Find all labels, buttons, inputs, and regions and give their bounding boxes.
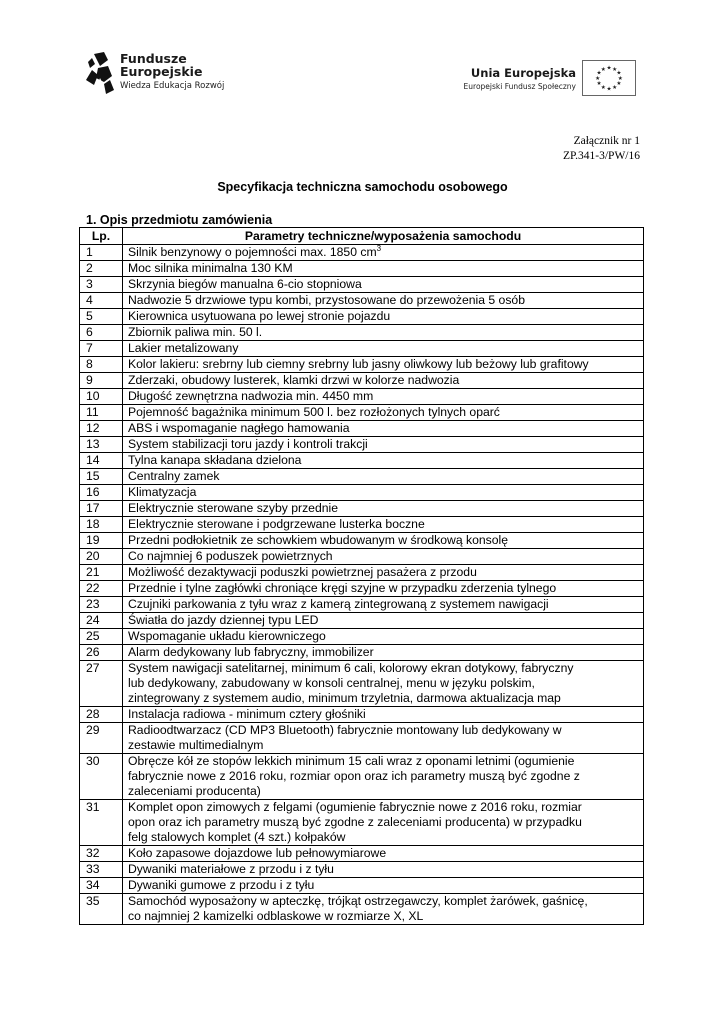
row-description [123, 800, 644, 846]
row-description [123, 501, 644, 517]
description-text: Alarm dedykowany lub fabryczny, immobilizer [128, 645, 374, 659]
row-description [123, 341, 644, 357]
description-line: zaleceniami producenta) [128, 784, 261, 798]
row-number: 28 [80, 707, 123, 723]
document-reference [563, 134, 640, 164]
row-description [123, 437, 644, 453]
row-description [123, 565, 644, 581]
row-description [123, 485, 644, 501]
row-description [123, 533, 644, 549]
table-row [80, 894, 644, 925]
row-description [123, 723, 644, 754]
row-number: 18 [80, 517, 123, 533]
row-number: 29 [80, 723, 123, 754]
column-header-lp: Lp. [80, 228, 123, 245]
svg-text:★: ★ [606, 86, 612, 93]
fe-logo-line3: Wiedza Edukacja Rozwój [120, 81, 225, 91]
description-text: Co najmniej 6 poduszek powietrznych [128, 549, 333, 563]
table-row [80, 862, 644, 878]
row-number: 13 [80, 437, 123, 453]
row-number: 10 [80, 389, 123, 405]
row-description [123, 846, 644, 862]
section-heading: 1. Opis przedmiotu zamówienia [86, 213, 273, 227]
description-line: zestawie multimedialnym [128, 738, 264, 752]
row-number: 27 [80, 661, 123, 707]
table-row [80, 485, 644, 501]
table-row [80, 878, 644, 894]
description-text: System stabilizacji toru jazdy i kontroli trakcji [128, 437, 368, 451]
row-number: 8 [80, 357, 123, 373]
description-line: co najmniej 2 kamizelki odblaskowe w rozmiarze X, XL [128, 909, 424, 923]
row-description [123, 549, 644, 565]
description-line: lub dedykowany, zabudowany w konsoli centralnej, menu w języku polskim, [128, 676, 535, 690]
row-description [123, 293, 644, 309]
description-text: Zderzaki, obudowy lusterek, klamki drzwi w kolorze nadwozia [128, 373, 460, 387]
table-row [80, 469, 644, 485]
table-header-row [80, 228, 644, 245]
description-text: Wspomaganie układu kierowniczego [128, 629, 326, 643]
description-text: Tylna kanapa składana dzielona [128, 453, 302, 467]
eu-logo-line2: Europejski Fundusz Społeczny [463, 82, 576, 91]
description-line: fabrycznie nowe z 2016 roku, rozmiar opon oraz ich parametry muszą być zgodne z [128, 769, 580, 783]
row-number: 19 [80, 533, 123, 549]
table-row [80, 261, 644, 277]
description-line: opon oraz ich parametry muszą być zgodne z zaleceniami producenta) w przypadku [128, 815, 582, 829]
description-text: Lakier metalizowany [128, 341, 239, 355]
row-number: 2 [80, 261, 123, 277]
row-description [123, 613, 644, 629]
row-description [123, 707, 644, 723]
description-line: Samochód wyposażony w apteczkę, trójkąt ostrzegawczy, komplet żarówek, gaśnicę, [128, 894, 588, 908]
svg-text:★: ★ [600, 84, 606, 91]
table-row [80, 357, 644, 373]
svg-text:★: ★ [606, 65, 612, 72]
row-description [123, 894, 644, 925]
row-number: 9 [80, 373, 123, 389]
table-row [80, 629, 644, 645]
row-description [123, 357, 644, 373]
row-description [123, 421, 644, 437]
row-description [123, 453, 644, 469]
svg-text:★: ★ [616, 81, 622, 88]
table-row [80, 453, 644, 469]
description-text: Światła do jazdy dziennej typu LED [128, 613, 319, 627]
table-row [80, 309, 644, 325]
row-number: 34 [80, 878, 123, 894]
svg-text:★: ★ [596, 70, 602, 77]
row-description [123, 469, 644, 485]
row-number: 11 [80, 405, 123, 421]
description-text: Instalacja radiowa - minimum cztery głośniki [128, 707, 366, 721]
description-text: Nadwozie 5 drzwiowe typu kombi, przystosowane do przewożenia 5 osób [128, 293, 525, 307]
description-text: Elektrycznie sterowane i podgrzewane lusterka boczne [128, 517, 425, 531]
row-description [123, 245, 644, 261]
row-number: 23 [80, 597, 123, 613]
description-text: Elektrycznie sterowane szyby przednie [128, 501, 338, 515]
table-row [80, 421, 644, 437]
row-description [123, 325, 644, 341]
table-row [80, 405, 644, 421]
description-line: felg stalowych komplet (4 szt.) kołpaków [128, 830, 346, 844]
description-text: Dywaniki gumowe z przodu i z tyłu [128, 878, 315, 892]
row-description [123, 629, 644, 645]
table-row [80, 245, 644, 261]
row-description [123, 581, 644, 597]
table-row [80, 754, 644, 800]
fe-star-mark-icon [84, 50, 116, 96]
row-number: 5 [80, 309, 123, 325]
row-number: 14 [80, 453, 123, 469]
row-number: 12 [80, 421, 123, 437]
row-number: 26 [80, 645, 123, 661]
svg-text:★: ★ [600, 66, 606, 73]
row-number: 3 [80, 277, 123, 293]
row-description [123, 597, 644, 613]
description-text: Możliwość dezaktywacji poduszki powietrznej pasażera z przodu [128, 565, 477, 579]
row-description [123, 862, 644, 878]
description-text: Zbiornik paliwa min. 50 l. [128, 325, 263, 339]
description-text: Silnik benzynowy o pojemności max. 1850 cm [128, 245, 377, 259]
description-line: Obręcze kół ze stopów lekkich minimum 15 cali wraz z oponami letnimi (ogumienie [128, 754, 575, 768]
row-number: 1 [80, 245, 123, 261]
description-line: System nawigacji satelitarnej, minimum 6 cali, kolorowy ekran dotykowy, fabryczny [128, 661, 574, 675]
description-text: Dywaniki materiałowe z przodu i z tyłu [128, 862, 334, 876]
description-text: Koło zapasowe dojazdowe lub pełnowymiarowe [128, 846, 387, 860]
table-row [80, 293, 644, 309]
table-row [80, 846, 644, 862]
eu-logo [458, 60, 638, 100]
row-description [123, 754, 644, 800]
row-description [123, 661, 644, 707]
table-row [80, 800, 644, 846]
description-line: Komplet opon zimowych z felgami (ogumienie fabrycznie nowe z 2016 roku, rozmiar [128, 800, 582, 814]
row-description [123, 405, 644, 421]
table-row [80, 565, 644, 581]
row-description [123, 277, 644, 293]
table-row [80, 389, 644, 405]
svg-text:★: ★ [612, 84, 618, 91]
row-number: 30 [80, 754, 123, 800]
row-number: 32 [80, 846, 123, 862]
row-number: 17 [80, 501, 123, 517]
svg-text:★: ★ [595, 75, 601, 82]
table-row [80, 373, 644, 389]
description-text: Przedni podłokietnik ze schowkiem wbudowanym w środkową konsolę [128, 533, 509, 547]
row-description [123, 517, 644, 533]
table-row [80, 549, 644, 565]
table-row [80, 613, 644, 629]
eu-logo-line1: Unia Europejska [470, 66, 576, 80]
table-row [80, 723, 644, 754]
table-row [80, 597, 644, 613]
description-text: Przednie i tylne zagłówki chroniące kręgi szyjne w przypadku zderzenia tylnego [128, 581, 557, 595]
svg-text:★: ★ [617, 75, 623, 82]
description-text: Kierownica usytuowana po lewej stronie pojazdu [128, 309, 391, 323]
table-row [80, 325, 644, 341]
row-number: 6 [80, 325, 123, 341]
svg-text:★: ★ [616, 70, 622, 77]
row-number: 31 [80, 800, 123, 846]
eu-flag-icon [582, 60, 636, 96]
table-row [80, 501, 644, 517]
unit-superscript: 3 [376, 244, 382, 253]
fe-logo-line2: Europejskie [120, 64, 203, 79]
specification-table [79, 227, 644, 925]
table-body [80, 245, 644, 925]
description-text: Kolor lakieru: srebrny lub ciemny srebrny lub jasny oliwkowy lub beżowy lub grafitowy [128, 357, 589, 371]
table-row [80, 661, 644, 707]
row-number: 15 [80, 469, 123, 485]
svg-text:★: ★ [596, 81, 602, 88]
row-number: 16 [80, 485, 123, 501]
row-description [123, 645, 644, 661]
row-number: 33 [80, 862, 123, 878]
description-text: Moc silnika minimalna 130 KM [128, 261, 293, 275]
description-text: Pojemność bagażnika minimum 500 l. bez rozłożonych tylnych oparć [128, 405, 500, 419]
description-line: zintegrowany z systemem audio, minimum trzyletnia, darmowa aktualizacja map [128, 691, 561, 705]
row-description [123, 261, 644, 277]
row-number: 35 [80, 894, 123, 925]
fundusze-europejskie-logo [84, 50, 244, 100]
row-number: 24 [80, 613, 123, 629]
row-description [123, 389, 644, 405]
row-number: 7 [80, 341, 123, 357]
attachment-number: Załącznik nr 1 [573, 135, 640, 147]
row-number: 21 [80, 565, 123, 581]
table-row [80, 437, 644, 453]
fe-logo-line1: Fundusze [120, 51, 187, 66]
document-title: Specyfikacja techniczna samochodu osobowego [217, 180, 508, 194]
description-text: ABS i wspomaganie nagłego hamowania [128, 421, 350, 435]
description-line: Radioodtwarzacz (CD MP3 Bluetooth) fabrycznie montowany lub dedykowany w [128, 723, 562, 737]
description-text: Czujniki parkowania z tyłu wraz z kamerą zintegrowaną z systemem nawigacji [128, 597, 549, 611]
column-header-parameters: Parametry techniczne/wyposażenia samochodu [123, 228, 644, 245]
row-number: 22 [80, 581, 123, 597]
row-description [123, 373, 644, 389]
table-row [80, 341, 644, 357]
table-row [80, 533, 644, 549]
description-text: Centralny zamek [128, 469, 220, 483]
svg-text:★: ★ [612, 66, 618, 73]
row-number: 20 [80, 549, 123, 565]
table-row [80, 517, 644, 533]
row-number: 25 [80, 629, 123, 645]
table-row [80, 645, 644, 661]
case-number: ZP.341-3/PW/16 [563, 150, 640, 162]
table-row [80, 707, 644, 723]
table-row [80, 277, 644, 293]
row-number: 4 [80, 293, 123, 309]
description-text: Klimatyzacja [128, 485, 197, 499]
row-description [123, 309, 644, 325]
row-description [123, 878, 644, 894]
table-row [80, 581, 644, 597]
description-text: Długość zewnętrzna nadwozia min. 4450 mm [128, 389, 374, 403]
description-text: Skrzynia biegów manualna 6-cio stopniowa [128, 277, 362, 291]
